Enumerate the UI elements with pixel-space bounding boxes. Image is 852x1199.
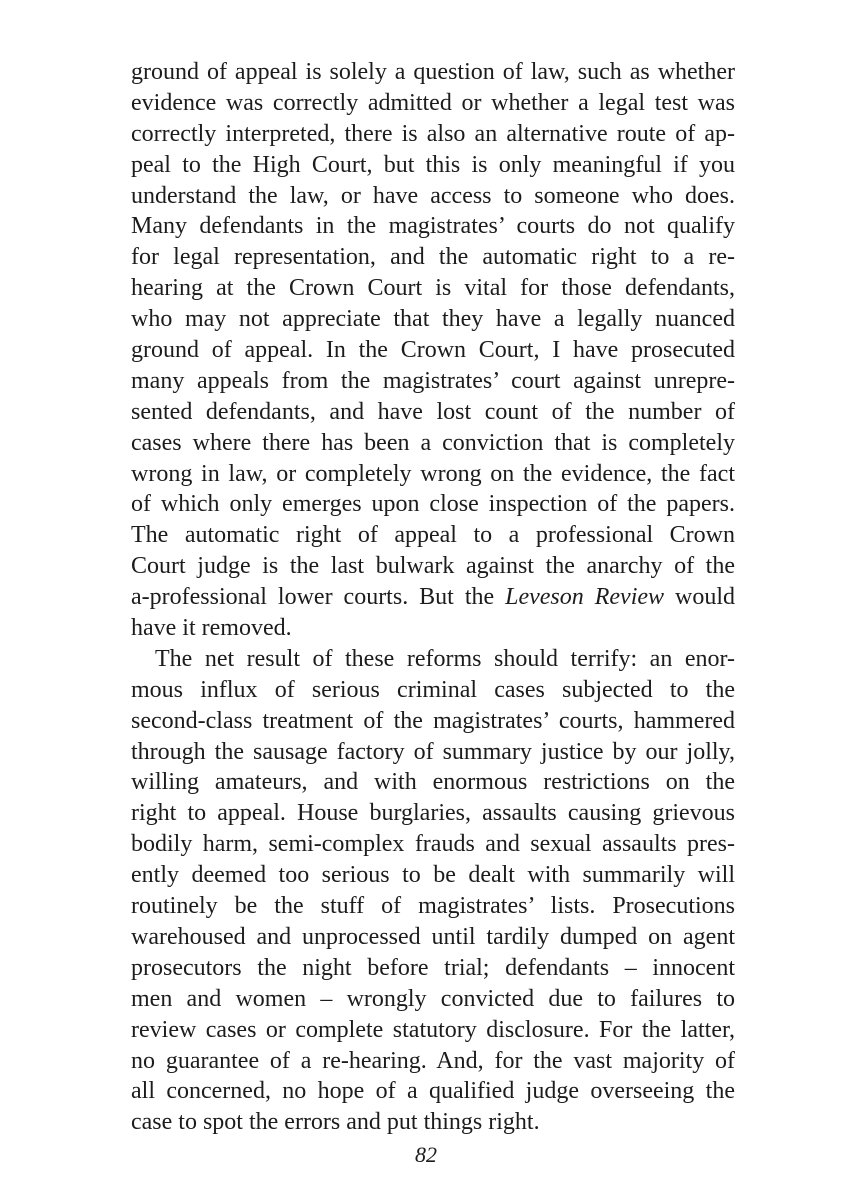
- text-line: prosecutors the night before trial; defendants – innocent: [131, 954, 735, 981]
- text-line: warehoused and unprocessed until tardily dumped on agent: [131, 923, 735, 950]
- paragraph-2: [131, 644, 735, 1138]
- text-line: many appeals from the magistrates’ court against unrepre-: [131, 367, 735, 394]
- text-line: wrong in law, or completely wrong on the evidence, the fact: [131, 460, 735, 487]
- text-line: review cases or complete statutory disclosure. For the latter,: [131, 1016, 735, 1043]
- text-line: have it removed.: [131, 615, 292, 642]
- text-line: ently deemed too serious to be dealt with summarily will: [131, 862, 735, 889]
- text-line: routinely be the stuff of magistrates’ lists. Prosecutions: [131, 893, 735, 920]
- text-line: evidence was correctly admitted or whether a legal test was: [131, 89, 735, 116]
- text-line: understand the law, or have access to someone who does.: [131, 182, 735, 209]
- text-line: correctly interpreted, there is also an alternative route of ap-: [131, 120, 735, 147]
- text-line: no guarantee of a re-hearing. And, for the vast majority of: [131, 1047, 735, 1074]
- text-segment: a-professional lower courts. But the: [131, 584, 506, 611]
- text-segment: would: [664, 584, 736, 611]
- text-line: bodily harm, semi-complex frauds and sexual assaults pres-: [131, 831, 735, 858]
- text-line: right to appeal. House burglaries, assaults causing grievous: [131, 800, 735, 827]
- text-line: hearing at the Crown Court is vital for those defendants,: [131, 275, 735, 302]
- text-line: Court judge is the last bulwark against the anarchy of the: [131, 553, 735, 580]
- text-line: case to spot the errors and put things right.: [131, 1109, 540, 1136]
- text-line: second-class treatment of the magistrates’ courts, hammered: [131, 707, 735, 734]
- text-line: sented defendants, and have lost count of the number of: [131, 398, 735, 425]
- text-line: The automatic right of appeal to a professional Crown: [131, 522, 735, 549]
- text-line: men and women – wrongly convicted due to failures to: [131, 985, 735, 1012]
- text-line: who may not appreciate that they have a legally nuanced: [131, 306, 735, 333]
- paragraph-1: [131, 57, 735, 644]
- text-line: mous influx of serious criminal cases subjected to the: [131, 676, 735, 703]
- text-line: ground of appeal. In the Crown Court, I have prosecuted: [131, 337, 735, 364]
- text-line: ground of appeal is solely a question of law, such as whether: [131, 59, 735, 85]
- book-title-emphasis: Leveson Review: [505, 584, 665, 611]
- text-line: The net result of these reforms should terrify: an enor-: [155, 645, 735, 672]
- text-line: Many defendants in the magistrates’ courts do not qualify: [131, 213, 735, 240]
- text-line-with-emphasis: [131, 582, 735, 613]
- text-line: cases where there has been a conviction that is completely: [131, 429, 735, 456]
- text-line: all concerned, no hope of a qualified judge overseeing the: [131, 1078, 735, 1105]
- body-text: [131, 57, 735, 1138]
- text-line: through the sausage factory of summary justice by our jolly,: [131, 738, 735, 765]
- page-number: 82: [415, 1142, 437, 1167]
- text-line: willing amateurs, and with enormous restrictions on the: [131, 769, 735, 796]
- text-line: of which only emerges upon close inspection of the papers.: [131, 491, 735, 518]
- text-line: for legal representation, and the automatic right to a re-: [131, 244, 735, 271]
- text-line: peal to the High Court, but this is only meaningful if you: [131, 151, 735, 178]
